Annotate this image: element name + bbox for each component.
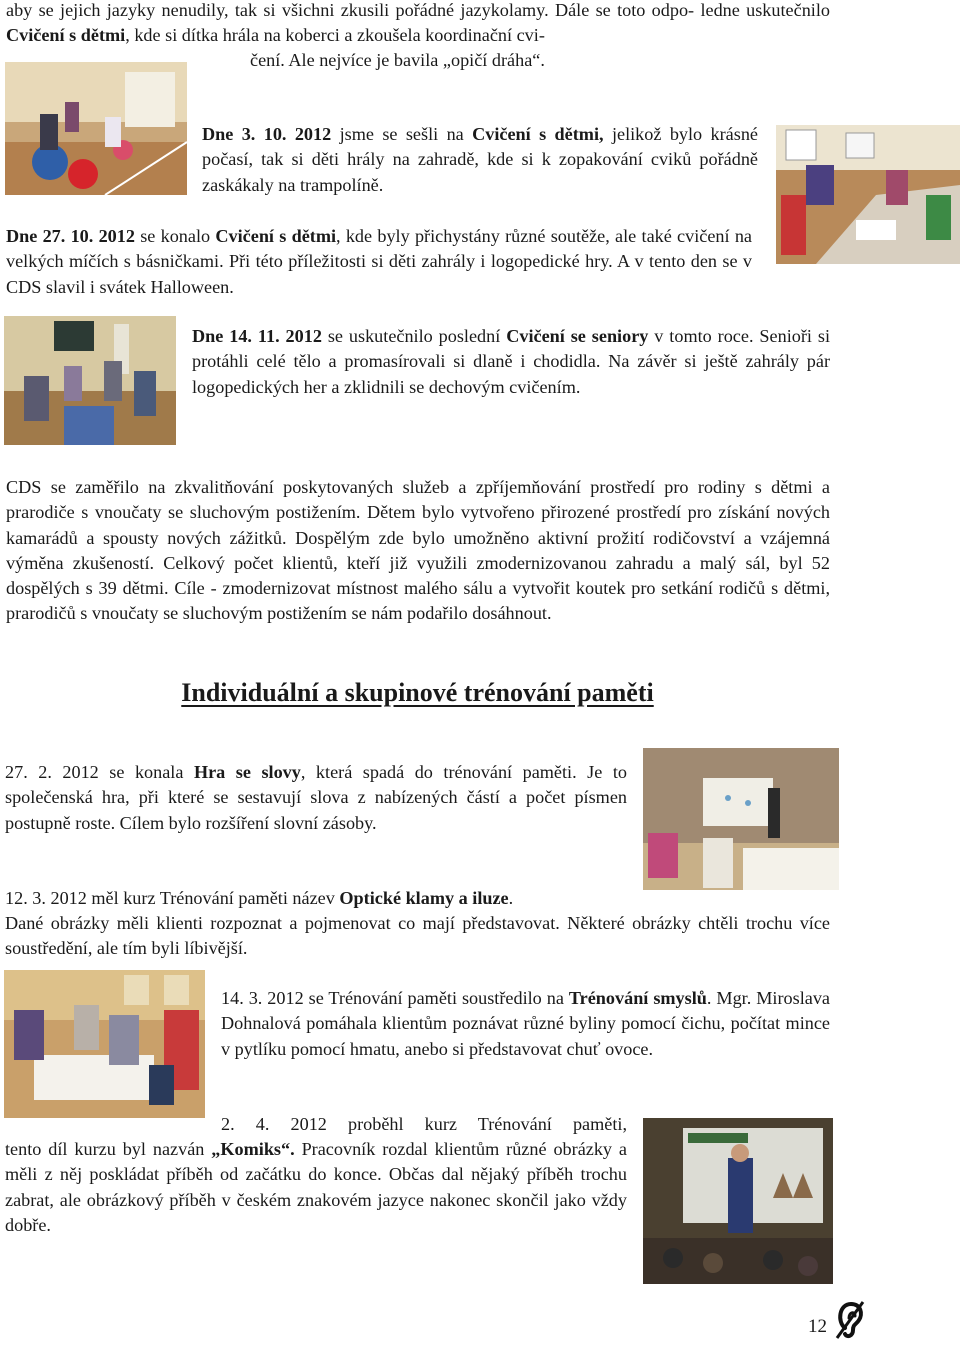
photo-word-game-presentation [643,748,839,890]
text-line: čení. Ale nejvíce je bavila „opičí dráha“. [250,50,545,70]
paragraph-apr-2 [5,1137,627,1238]
paragraph-nov-14 [192,324,830,400]
text-span: . Mgr. Miroslava Dohnalová pomáhala klientům poznávat různé byliny pomocí čichu, počítat mince v pytlíku pomocí hmatu, anebo si představovat chuť ovoce. [221,988,830,1059]
page-number: 12 [808,1316,827,1337]
text-span: se uskutečnilo poslední [321,326,507,346]
paragraph-cds-summary: CDS se zaměřilo na zkvalitňování poskytovaných služeb a zpříjemňování prostředí pro rodiny s dětmi a prarodiče s vnoučaty se sluchovým postižením. Dětem bylo vytvořeno přirozené prostředí pro získání nových kamarádů a spousty nových zážitků. Dospělým zde bylo umožněno aktivní prožití rodičovství a vzájemná výměna zkušeností. Celkový počet klientů, kteří již využili zmodernizovanou zahradu a malý sál, byl 52 dospělých s 39 dětmi. Cíle - zmodernizovat místnost malého sálu a vytvořit koutek pro setkání rodičů s dětmi, prarodičů s vnoučaty se sluchovým postižením se nám podařilo dosáhnout. [6,477,830,624]
paragraph-oct-27 [6,224,752,300]
paragraph-oct-3 [202,122,758,198]
paragraph-mar-12-body [5,911,830,962]
section-heading [0,676,835,710]
text-line: aby se jejich jazyky nenudily, tak si všichni zkusili pořádné jazykolamy. Dále se toto odpo- [6,0,695,20]
date-bold: Dne 27. 10. 2012 [6,226,135,246]
bold-text: Optické klamy a iluze [339,888,509,908]
bold-text: „Komiks“. [211,1139,295,1159]
text-span: . [508,888,514,908]
text-span: , která spadá do trénování paměti. Je to společenská hra, při které se sestavují slova z nabízených částí a počet písmen postupně roste. Cílem bylo rozšíření slovní zásoby. [5,762,627,833]
hearing-loop-ear-icon [833,1298,867,1340]
text-span: v tomto roce. Senioři si protáhli celé tělo a promasírovali si dlaně i chodidla. Na závěr si ještě zahrály pár logopedických her a zklidnili se dechovým cvičením. [192,326,830,397]
text-span: 14. 3. 2012 se Trénování paměti soustředilo na [221,988,569,1008]
bold-text: Cvičení s dětmi [215,226,337,246]
text-span: se konalo [134,226,216,246]
text-span: 27. 2. 2012 se konala [5,762,194,782]
bold-text: Trénování smyslů [568,988,707,1008]
paragraph-intro-end [250,48,850,73]
text-span: Dané obrázky měli klienti rozpoznat a pojmenovat co mají představovat. Některé obrázky chtěli trochu více soustředění, ale tím byli líbivější. [5,913,830,959]
paragraph-mar-14 [221,986,830,1062]
date-bold: Dne 14. 11. 2012 [192,326,322,346]
heading-text: Individuální a skupinové trénování paměti [181,678,654,707]
text-span: jelikož bylo krásné počasí, tak si děti hrály na zahradě, kde si k zopakování cviků pořádně zaskákaly na trampolíně. [202,124,758,195]
photo-children-at-table [776,125,960,264]
text-line: 2. 4. 2012 proběhl kurz Trénování paměti, [221,1114,627,1134]
text-span: tento díl kurzu byl nazván [5,1139,212,1159]
text-span: jsme se sešli na [331,124,473,144]
text-span: 12. 3. 2012 měl kurz Trénování paměti název [5,888,340,908]
date-bold: Dne 3. 10. 2012 [202,124,332,144]
bold-text: Hra se slovy [193,762,301,782]
text-span: ledne uskutečnilo [700,0,830,20]
paragraph-mar-12-title [5,886,825,911]
photo-senses-training [4,970,205,1118]
bold-text: Cvičení s dětmi [6,25,126,46]
bold-text: Cvičení s dětmi, [472,124,604,144]
paragraph-feb-27 [5,760,627,836]
photo-comics-presentation [643,1118,833,1284]
paragraph-intro [6,0,830,49]
text-span: , kde byly přichystány různé soutěže, ale také cvičení na velkých míčích s básničkami. Při této příležitosti si děti zahrály i logopedické hry. A v tento den se v CDS slavil i svátek Halloween. [6,226,752,297]
bold-text: Cvičení se seniory [506,326,649,346]
photo-children-exercise-balls [5,62,187,195]
text-span: , kde si dítka hrála na koberci a zkoušela koordinační cvi- [125,25,545,46]
paragraph-apr-2-first [221,1112,627,1137]
photo-seniors-exercise [4,316,176,445]
text-span: Pracovník rozdal klientům různé obrázky a měli z něj poskládat příběh od začátku do konce. Občas dal nějaký příběh trochu zabrat, ale obrázkový příběh v českém znakovém jazyce nakonec skončil jako vždy dobře. [5,1139,628,1235]
